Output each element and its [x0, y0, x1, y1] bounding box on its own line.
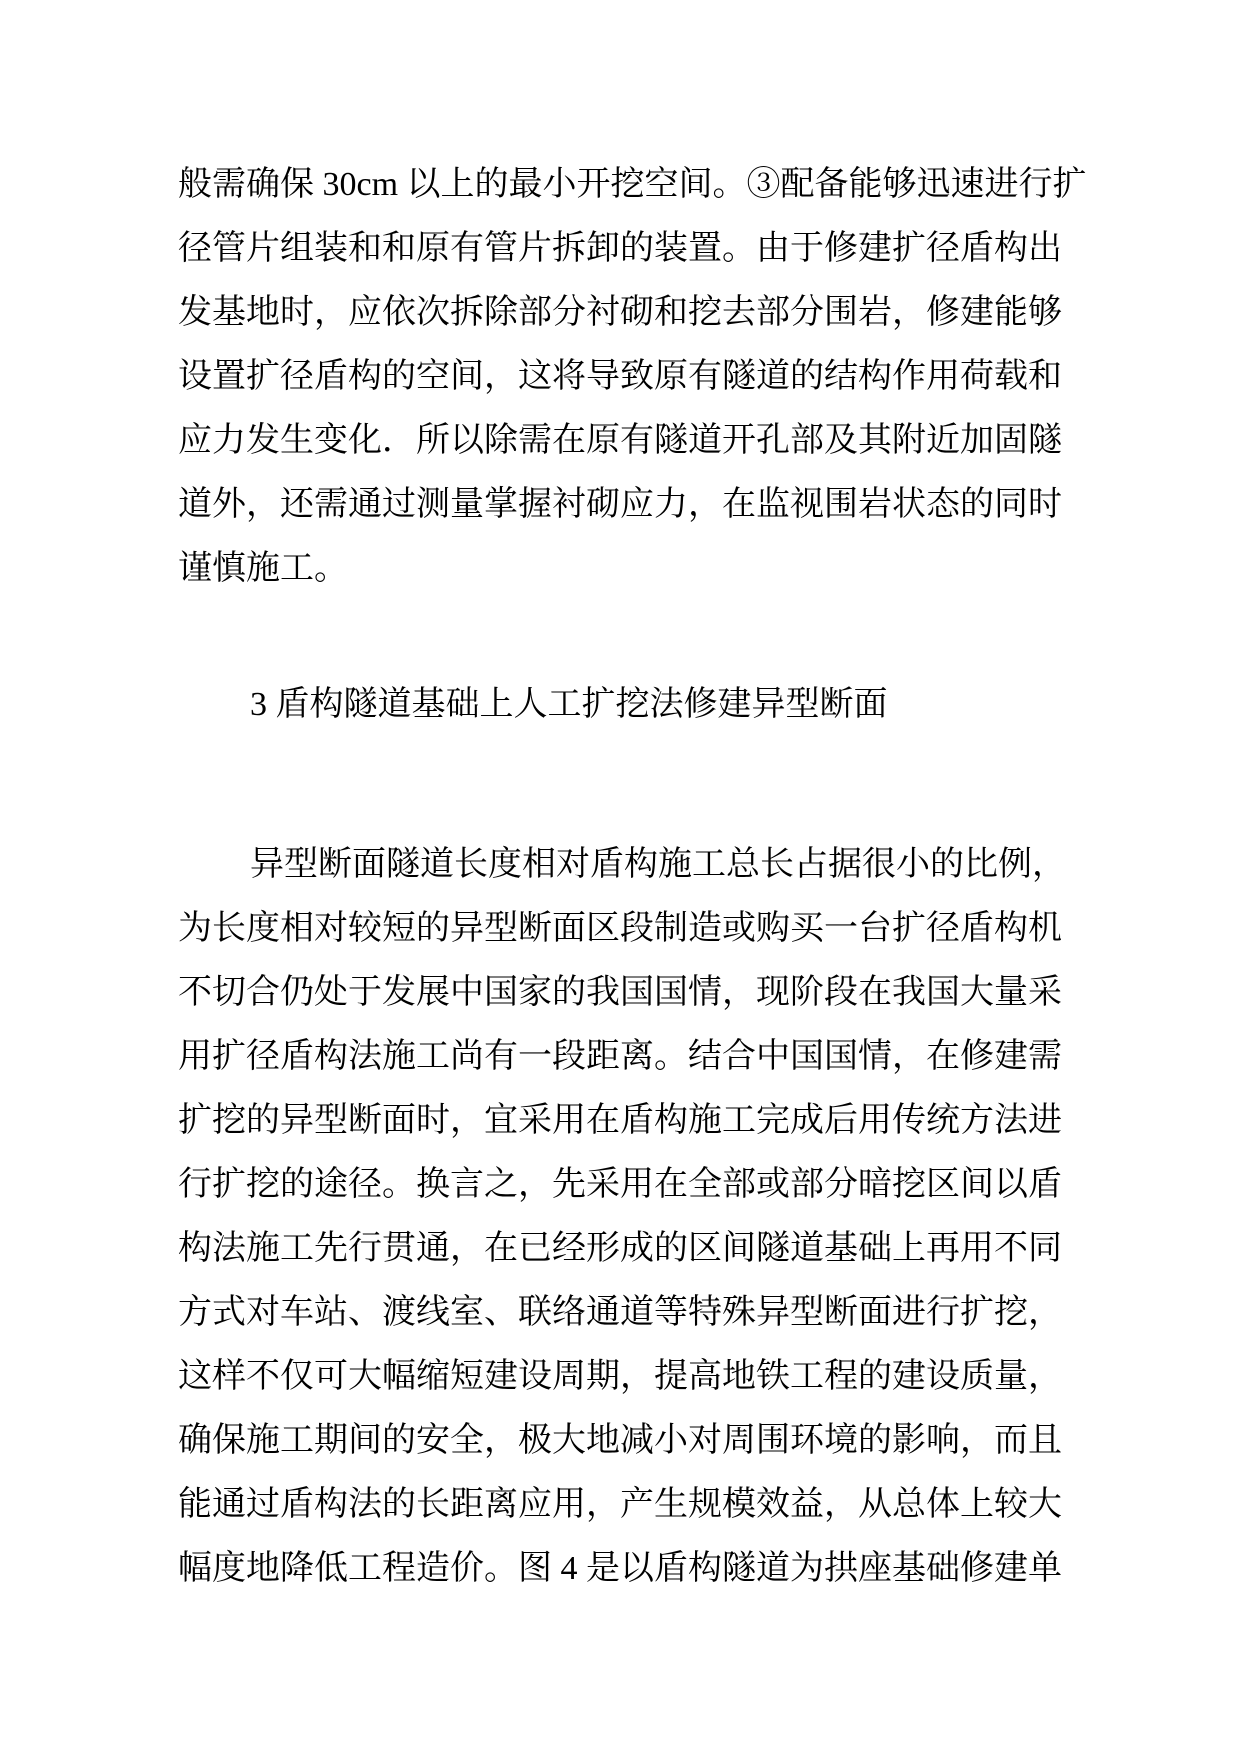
paragraph-body — [178, 833, 1066, 1601]
text-line: 设置扩径盾构的空间，这将导致原有隧道的结构作用荷载和 — [178, 358, 1062, 395]
text-line: 发基地时，应依次拆除部分衬砌和挖去部分围岩，修建能够 — [178, 294, 1062, 331]
text-line: 应力发生变化．所以除需在原有隧道开孔部及其附近加固隧 — [178, 422, 1062, 459]
text-line: 谨慎施工。 — [178, 550, 348, 587]
text-line: 幅度地降低工程造价。图 4 是以盾构隧道为拱座基础修建单 — [178, 1550, 1062, 1587]
text-line: 扩挖的异型断面时，宜采用在盾构施工完成后用传统方法进 — [178, 1102, 1062, 1139]
text-line: 为长度相对较短的异型断面区段制造或购买一台扩径盾构机 — [178, 910, 1062, 947]
text-line: 确保施工期间的安全，极大地减小对周围环境的影响，而且 — [178, 1422, 1062, 1459]
text-line: 般需确保 30cm 以上的最小开挖空间。③配备能够迅速进行扩 — [178, 166, 1087, 203]
text-line: 异型断面隧道长度相对盾构施工总长占据很小的比例， — [250, 846, 1066, 883]
text-line: 径管片组装和和原有管片拆卸的装置。由于修建扩径盾构出 — [178, 230, 1062, 267]
text-line: 构法施工先行贯通，在已经形成的区间隧道基础上再用不同 — [178, 1230, 1062, 1267]
text-line: 用扩径盾构法施工尚有一段距离。结合中国国情，在修建需 — [178, 1038, 1062, 1075]
section-heading: 3 盾构隧道基础上人工扩挖法修建异型断面 — [250, 686, 888, 723]
text-line: 这样不仅可大幅缩短建设周期，提高地铁工程的建设质量， — [178, 1358, 1062, 1395]
text-line: 道外，还需通过测量掌握衬砌应力，在监视围岩状态的同时 — [178, 486, 1062, 523]
text-line: 不切合仍处于发展中国家的我国国情，现阶段在我国大量采 — [178, 974, 1062, 1011]
text-line: 方式对车站、渡线室、联络通道等特殊异型断面进行扩挖， — [178, 1294, 1062, 1331]
text-block — [178, 153, 1087, 1601]
text-line: 行扩挖的途径。换言之，先采用在全部或部分暗挖区间以盾 — [178, 1166, 1062, 1203]
text-line: 能通过盾构法的长距离应用，产生规模效益，从总体上较大 — [178, 1486, 1062, 1523]
paragraph-continuation — [178, 153, 1087, 601]
